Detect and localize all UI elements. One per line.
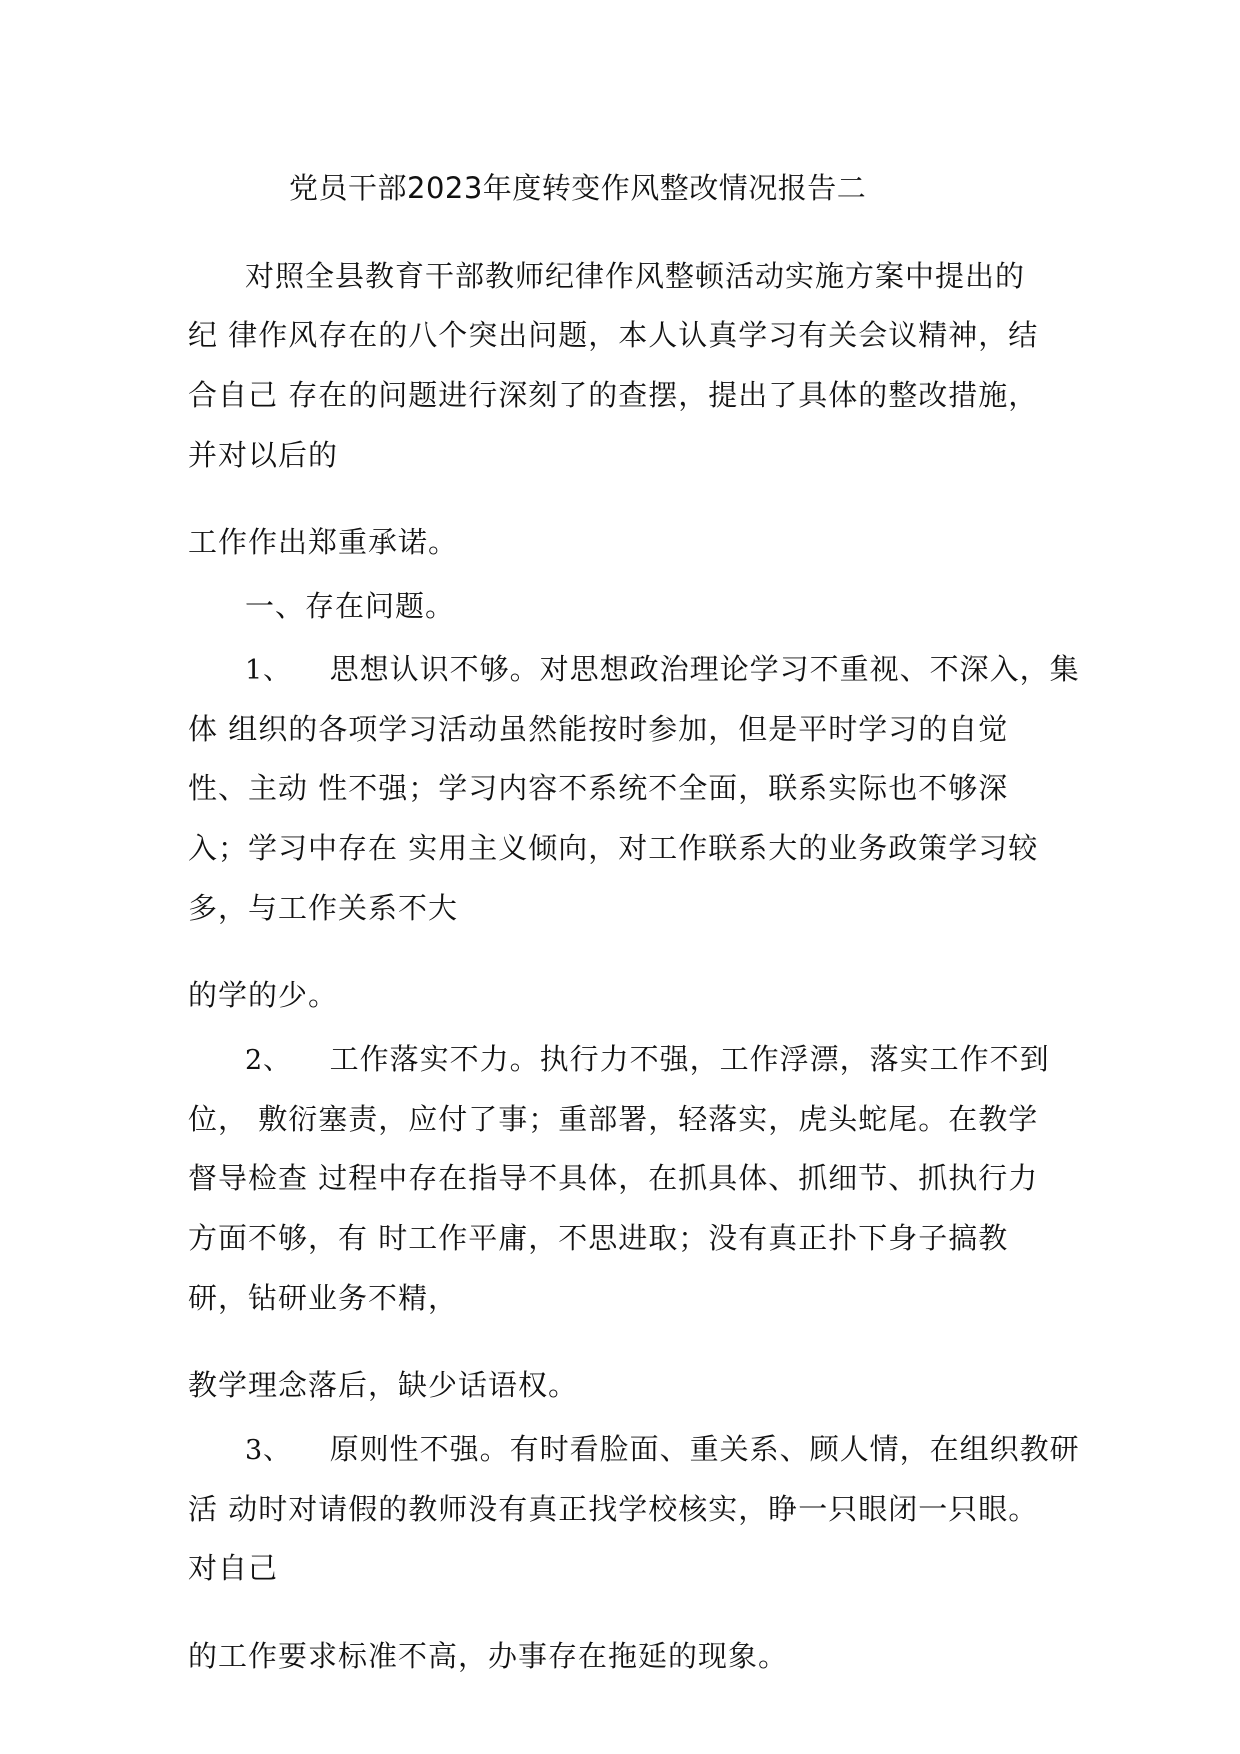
item-1-line-6: 的学的少。 [188, 978, 339, 1012]
item-3-number: 3、 [245, 1435, 292, 1466]
item-1-number: 1、 [245, 655, 292, 686]
intro-line-5: 工作作出郑重承诺。 [188, 525, 459, 559]
item-1-line-3: 性、主动 性不强；学习内容不系统不全面，联系实际也不够深 [188, 771, 1009, 805]
item-2-first-line [245, 1041, 1050, 1079]
item-2-line-6: 教学理念落后，缺少话语权。 [188, 1368, 579, 1402]
item-1-line-5: 多，与工作关系不大 [188, 891, 459, 925]
item-2-line-2: 位， 敷衍塞责，应付了事；重部署，轻落实，虎头蛇尾。在教学 [188, 1102, 1039, 1136]
intro-line-1: 对照全县教育干部教师纪律作风整顿活动实施方案中提出的 [245, 259, 1026, 293]
item-1-text: 思想认识不够。对思想政治理论学习不重视、不深入，集 [329, 652, 1080, 686]
item-3-first-line [245, 1431, 1080, 1469]
item-3-text: 原则性不强。有时看脸面、重关系、顾人情，在组织教研 [329, 1432, 1080, 1466]
item-2-line-4: 方面不够，有 时工作平庸，不思进取；没有真正扑下身子搞教 [188, 1221, 1009, 1255]
item-3-line-4: 的工作要求标准不高，办事存在拖延的现象。 [188, 1639, 789, 1673]
item-2-line-5: 研，钻研业务不精， [188, 1281, 459, 1315]
document-title: 党员干部2023年度转变作风整改情况报告二 [289, 171, 867, 205]
intro-line-3: 合自己 存在的问题进行深刻了的查摆，提出了具体的整改措施， [188, 378, 1039, 412]
item-1-line-4: 入；学习中存在 实用主义倾向，对工作联系大的业务政策学习较 [188, 831, 1039, 865]
item-2-line-3: 督导检查 过程中存在指导不具体，在抓具体、抓细节、抓执行力 [188, 1161, 1039, 1195]
item-2-text: 工作落实不力。执行力不强，工作浮漂，落实工作不到 [329, 1042, 1050, 1076]
intro-line-2: 纪 律作风存在的八个突出问题，本人认真学习有关会议精神，结 [188, 318, 1039, 352]
section-heading: 一、存在问题。 [245, 589, 456, 623]
item-1-first-line [245, 651, 1080, 689]
intro-line-4: 并对以后的 [188, 438, 339, 472]
item-1-line-2: 体 组织的各项学习活动虽然能按时参加，但是平时学习的自觉 [188, 712, 1009, 746]
item-3-line-3: 对自己 [188, 1551, 279, 1585]
item-2-number: 2、 [245, 1045, 292, 1076]
item-3-line-2: 活 动时对请假的教师没有真正找学校核实，睁一只眼闭一只眼。 [188, 1492, 1039, 1526]
